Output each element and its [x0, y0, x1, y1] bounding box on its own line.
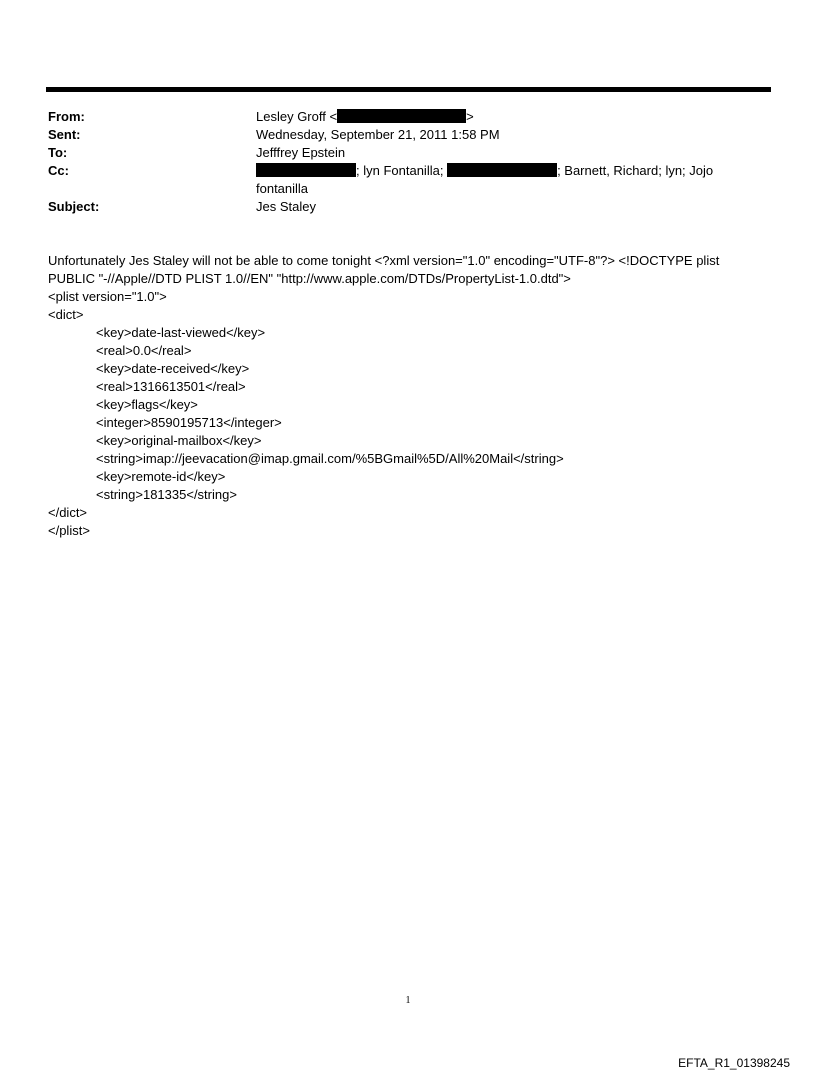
- from-value: [256, 108, 726, 126]
- to-value: Jefffrey Epstein: [256, 145, 346, 160]
- cc-row: [48, 162, 768, 198]
- from-close: >: [466, 109, 474, 124]
- dict-close: </dict>: [48, 505, 88, 520]
- subject-row: [48, 198, 768, 216]
- cc-label: Cc:: [48, 163, 69, 178]
- plist-entry: <real>1316613501</real>: [96, 379, 246, 394]
- cc-part-1: ; lyn Fontanilla;: [356, 163, 444, 178]
- page-number: 1: [405, 995, 411, 1006]
- plist-entry: <string>181335</string>: [96, 487, 237, 502]
- from-name: Lesley Groff <: [256, 109, 338, 124]
- bates-number: EFTA_R1_01398245: [678, 1056, 790, 1070]
- plist-entry: <string>imap://jeevacation@imap.gmail.com/%5BGmail%5D/All%20Mail</string>: [96, 451, 564, 466]
- redaction-box: [447, 163, 557, 177]
- cc-value: [256, 162, 726, 198]
- redaction-box: [337, 109, 466, 123]
- sent-row: [48, 126, 768, 144]
- to-row: [48, 144, 768, 162]
- plist-entry: <key>remote-id</key>: [96, 469, 226, 484]
- header-rule: [46, 87, 771, 92]
- email-header: [48, 108, 768, 216]
- from-label: From:: [48, 109, 85, 124]
- plist-entry: <real>0.0</real>: [96, 343, 192, 358]
- body-intro: Unfortunately Jes Staley will not be able to come tonight <?xml version="1.0" encoding="UTF-8"?> <!DOCTYPE plist PUBLIC "-//Apple//DTD PLIST 1.0//EN" "http://www.apple.com/DTDs/PropertyList-1.0.dtd">: [48, 253, 723, 286]
- to-label: To:: [48, 145, 68, 160]
- redaction-box: [256, 163, 356, 177]
- plist-open: <plist version="1.0">: [48, 289, 167, 304]
- subject-label: Subject:: [48, 199, 100, 214]
- email-body: [48, 252, 768, 540]
- plist-entry: <key>original-mailbox</key>: [96, 433, 262, 448]
- plist-entry: <integer>8590195713</integer>: [96, 415, 282, 430]
- subject-value: Jes Staley: [256, 199, 316, 214]
- sent-label: Sent:: [48, 127, 81, 142]
- plist-entry: <key>date-last-viewed</key>: [96, 325, 266, 340]
- plist-close: </plist>: [48, 523, 90, 538]
- plist-entry: <key>date-received</key>: [96, 361, 250, 376]
- cc-part-2: ; Barnett, Richard; lyn; Jojo fontanilla: [256, 163, 714, 196]
- sent-value: Wednesday, September 21, 2011 1:58 PM: [256, 127, 500, 142]
- from-row: [48, 108, 768, 126]
- plist-entry: <key>flags</key>: [96, 397, 198, 412]
- dict-open: <dict>: [48, 307, 84, 322]
